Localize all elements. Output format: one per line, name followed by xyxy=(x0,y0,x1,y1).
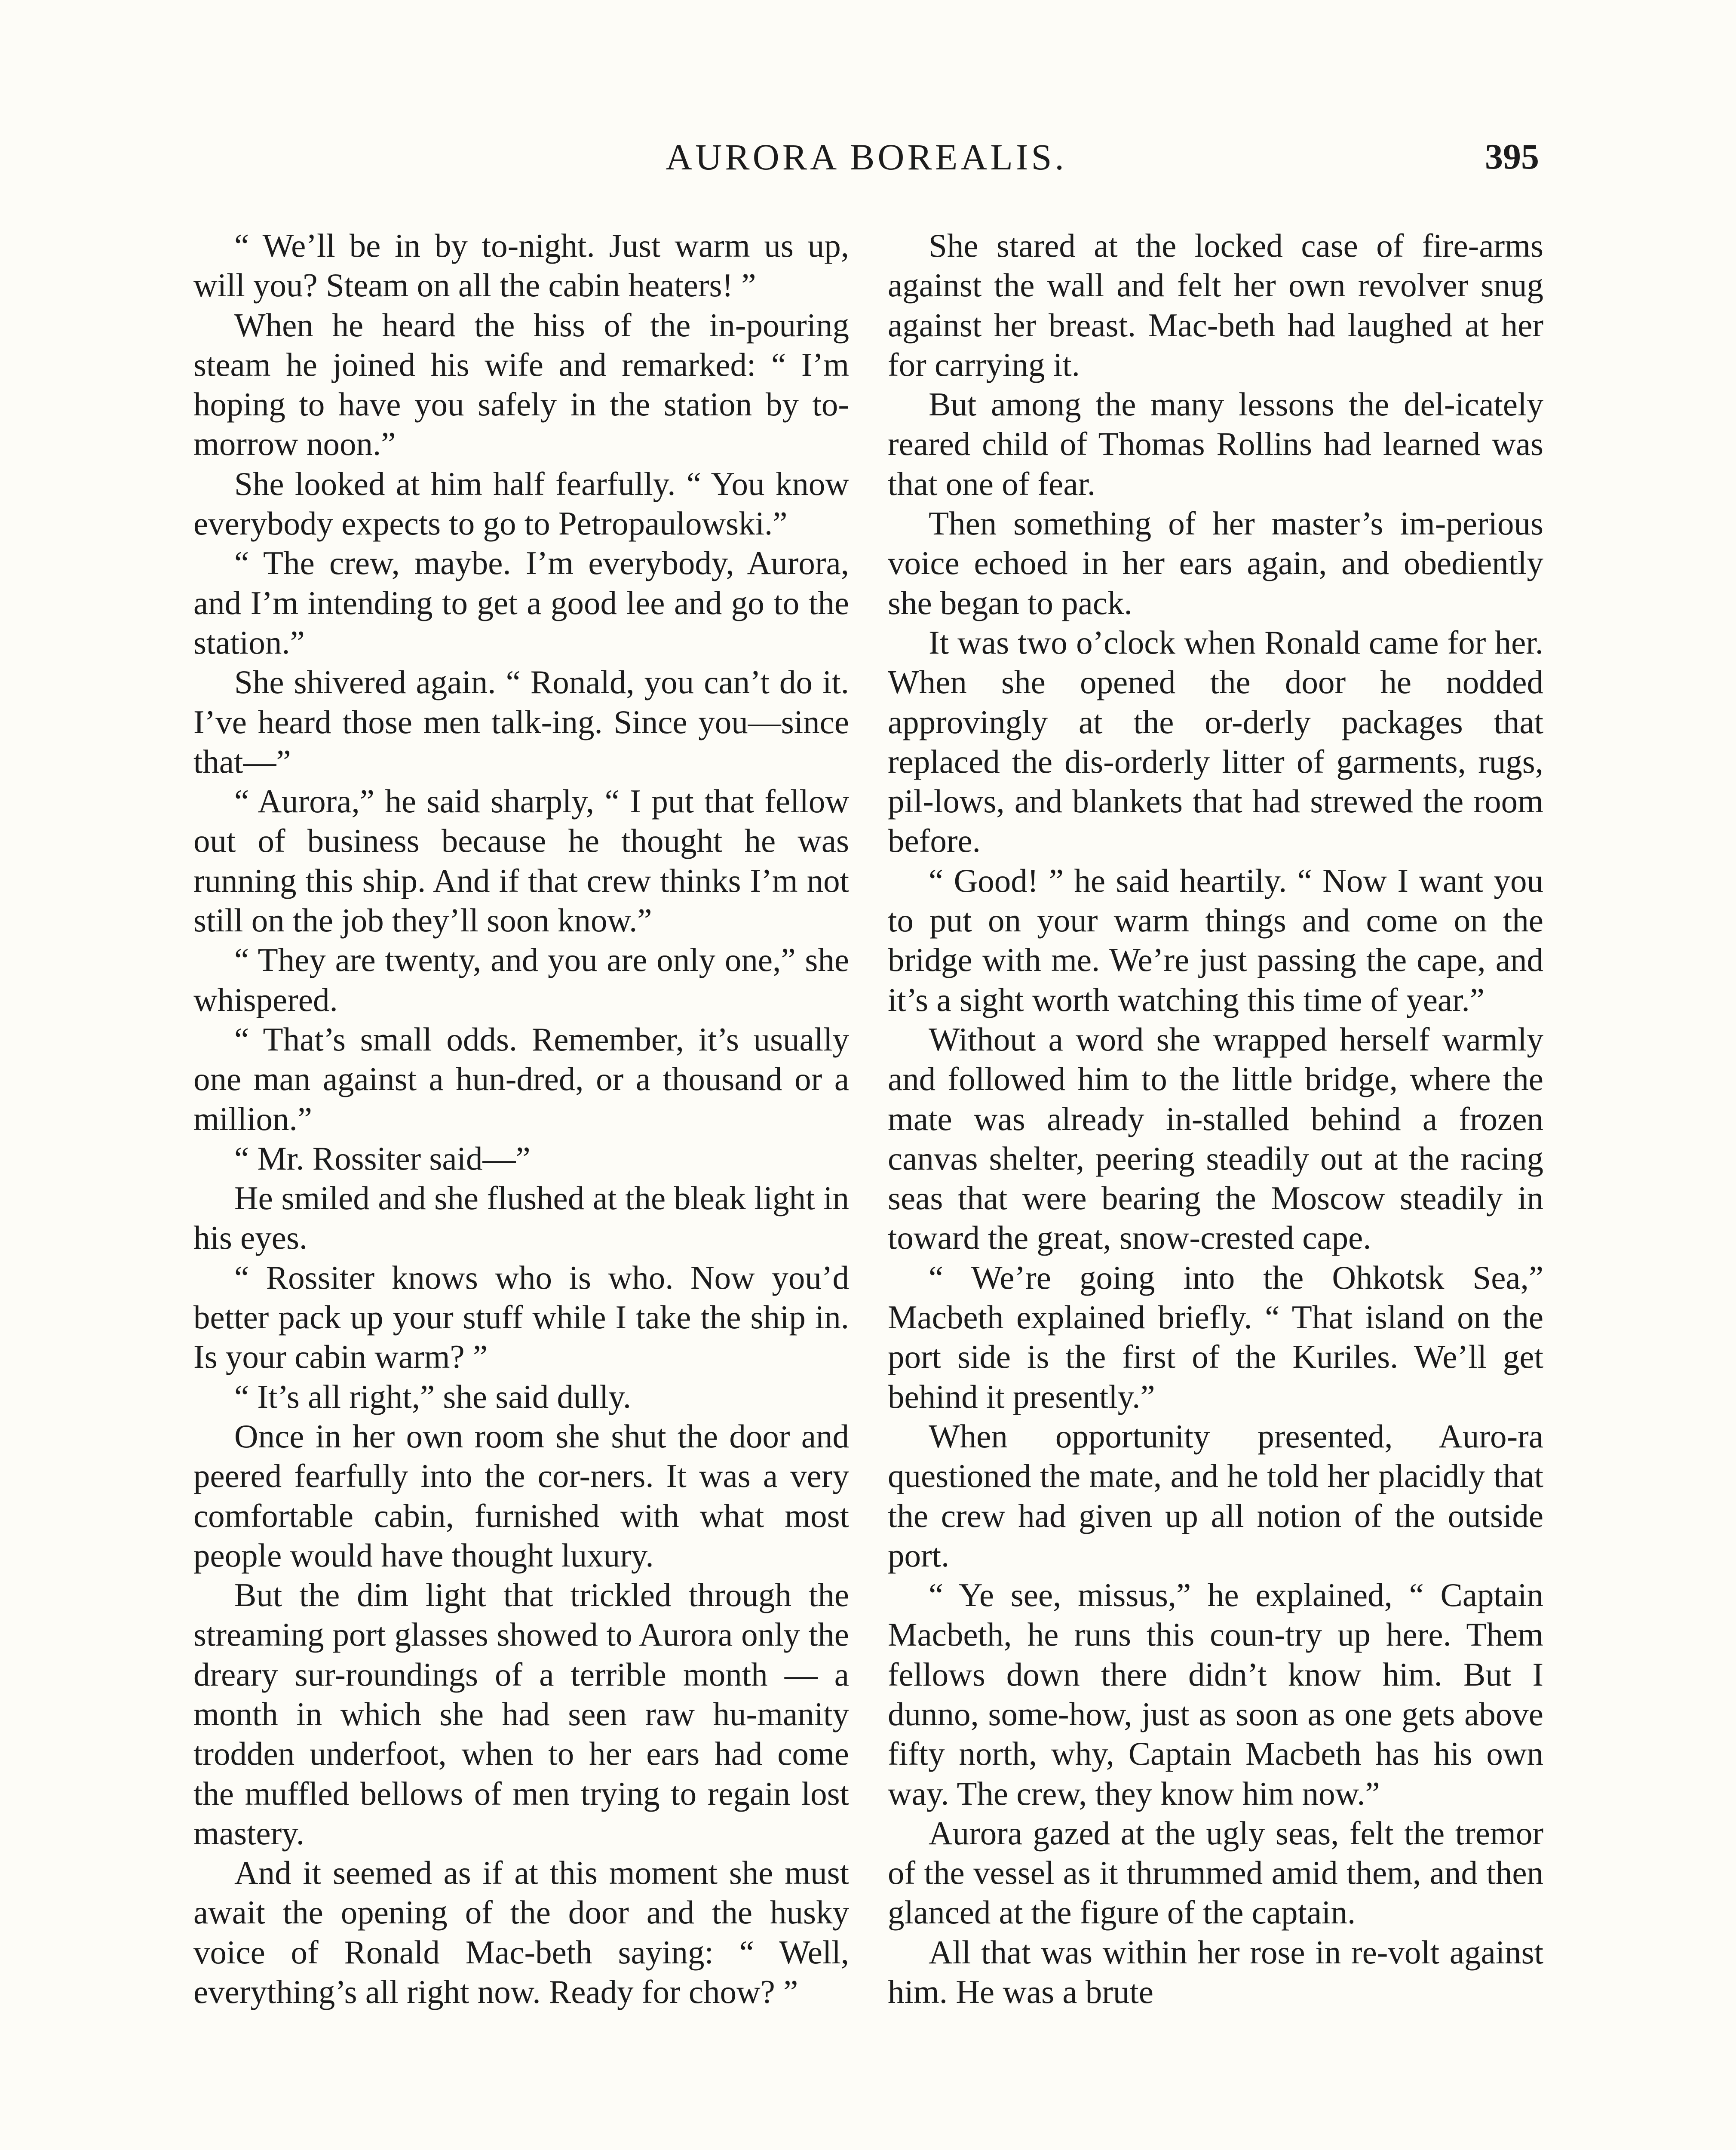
paragraph: Then something of her master’s im-perious voice echoed in her ears again, and obediently she began to pack. xyxy=(888,505,1543,621)
paragraph: “ Ye see, missus,” he explained, “ Captain Macbeth, he runs this coun-try up here. Them fellows down there didn’t know him. But I dunno, some-how, just as soon as one gets above fifty north, why, Captain Macbeth has his own way. The crew, they know him now.” xyxy=(888,1576,1543,1812)
paragraph: She looked at him half fearfully. “ You know everybody expects to go to Petropaulowski.” xyxy=(193,465,849,542)
paragraph: “ The crew, maybe. I’m everybody, Aurora, and I’m intending to get a good lee and go to the station.” xyxy=(193,544,849,661)
running-title: AURORA BOREALIS. xyxy=(666,136,1067,178)
paragraph: “ Rossiter knows who is who. Now you’d better pack up your stuff while I take the ship in. Is your cabin warm? ” xyxy=(193,1259,849,1376)
paragraph: She shivered again. “ Ronald, you can’t do it. I’ve heard those men talk-ing. Since you—since that—” xyxy=(193,663,849,780)
paragraph: And it seemed as if at this moment she must await the opening of the door and the husky voice of Ronald Mac-beth saying: “ Well, everything’s all right now. Ready for chow? ” xyxy=(193,1854,849,2011)
text-column-left xyxy=(193,226,849,2012)
paragraph: But the dim light that trickled through the streaming port glasses showed to Aurora only the dreary sur-roundings of a terrible month — a month in which she had seen raw hu-manity trodden underfoot, when to her ears had come the muffled bellows of men trying to regain lost mastery. xyxy=(193,1576,849,1852)
paragraph: When he heard the hiss of the in-pouring steam he joined his wife and remarked: “ I’m hoping to have you safely in the station by to-morrow noon.” xyxy=(193,306,849,463)
paragraph: He smiled and she flushed at the bleak light in his eyes. xyxy=(193,1179,849,1256)
text-column-right xyxy=(888,226,1543,2012)
paragraph: “ They are twenty, and you are only one,” she whispered. xyxy=(193,941,849,1018)
paragraph: Without a word she wrapped herself warmly and followed him to the little bridge, where the mate was already in-stalled behind a frozen canvas shelter, peering steadily out at the racing seas that were bearing the Moscow steadily in toward the great, snow-crested cape. xyxy=(888,1020,1543,1256)
paragraph: “ It’s all right,” she said dully. xyxy=(234,1378,632,1415)
paragraph: It was two o’clock when Ronald came for her. When she opened the door he nodded approvingly at the or-derly packages that replaced the dis-orderly litter of garments, rugs, pil-lows, and blankets that had strewed the room before. xyxy=(888,624,1543,860)
paragraph: All that was within her rose in re-volt against him. He was a brute xyxy=(888,1933,1543,2011)
paragraph: Aurora gazed at the ugly seas, felt the tremor of the vessel as it thrummed amid them, and then glanced at the figure of the captain. xyxy=(888,1814,1543,1931)
paragraph: “ We’re going into the Ohkotsk Sea,” Macbeth explained briefly. “ That island on the port side is the first of the Kuriles. We’ll get behind it presently.” xyxy=(888,1259,1543,1415)
page-number: 395 xyxy=(1485,137,1539,177)
paragraph: “ We’ll be in by to-night. Just warm us up, will you? Steam on all the cabin heaters! ” xyxy=(193,227,849,304)
paragraph: “ Good! ” he said heartily. “ Now I want you to put on your warm things and come on the bridge with me. We’re just passing the cape, and it’s a sight worth watching this time of year.” xyxy=(888,862,1543,1018)
paragraph: “ That’s small odds. Remember, it’s usually one man against a hun-dred, or a thousand or a million.” xyxy=(193,1020,849,1137)
paragraph: Once in her own room she shut the door and peered fearfully into the cor-ners. It was a very comfortable cabin, furnished with what most people would have thought luxury. xyxy=(193,1417,849,1574)
paragraph: “ Mr. Rossiter said—” xyxy=(234,1140,531,1177)
paragraph: “ Aurora,” he said sharply, “ I put that fellow out of business because he thought he was running this ship. And if that crew thinks I’m not still on the job they’ll soon know.” xyxy=(193,783,849,939)
paragraph: She stared at the locked case of fire-arms against the wall and felt her own revolver snug against her breast. Mac-beth had laughed at her for carrying it. xyxy=(888,227,1543,383)
paragraph: When opportunity presented, Auro-ra questioned the mate, and he told her placidly that the crew had given up all notion of the outside port. xyxy=(888,1417,1543,1574)
paragraph: But among the many lessons the del-icately reared child of Thomas Rollins had learned was that one of fear. xyxy=(888,386,1543,502)
page-header xyxy=(193,129,1539,185)
